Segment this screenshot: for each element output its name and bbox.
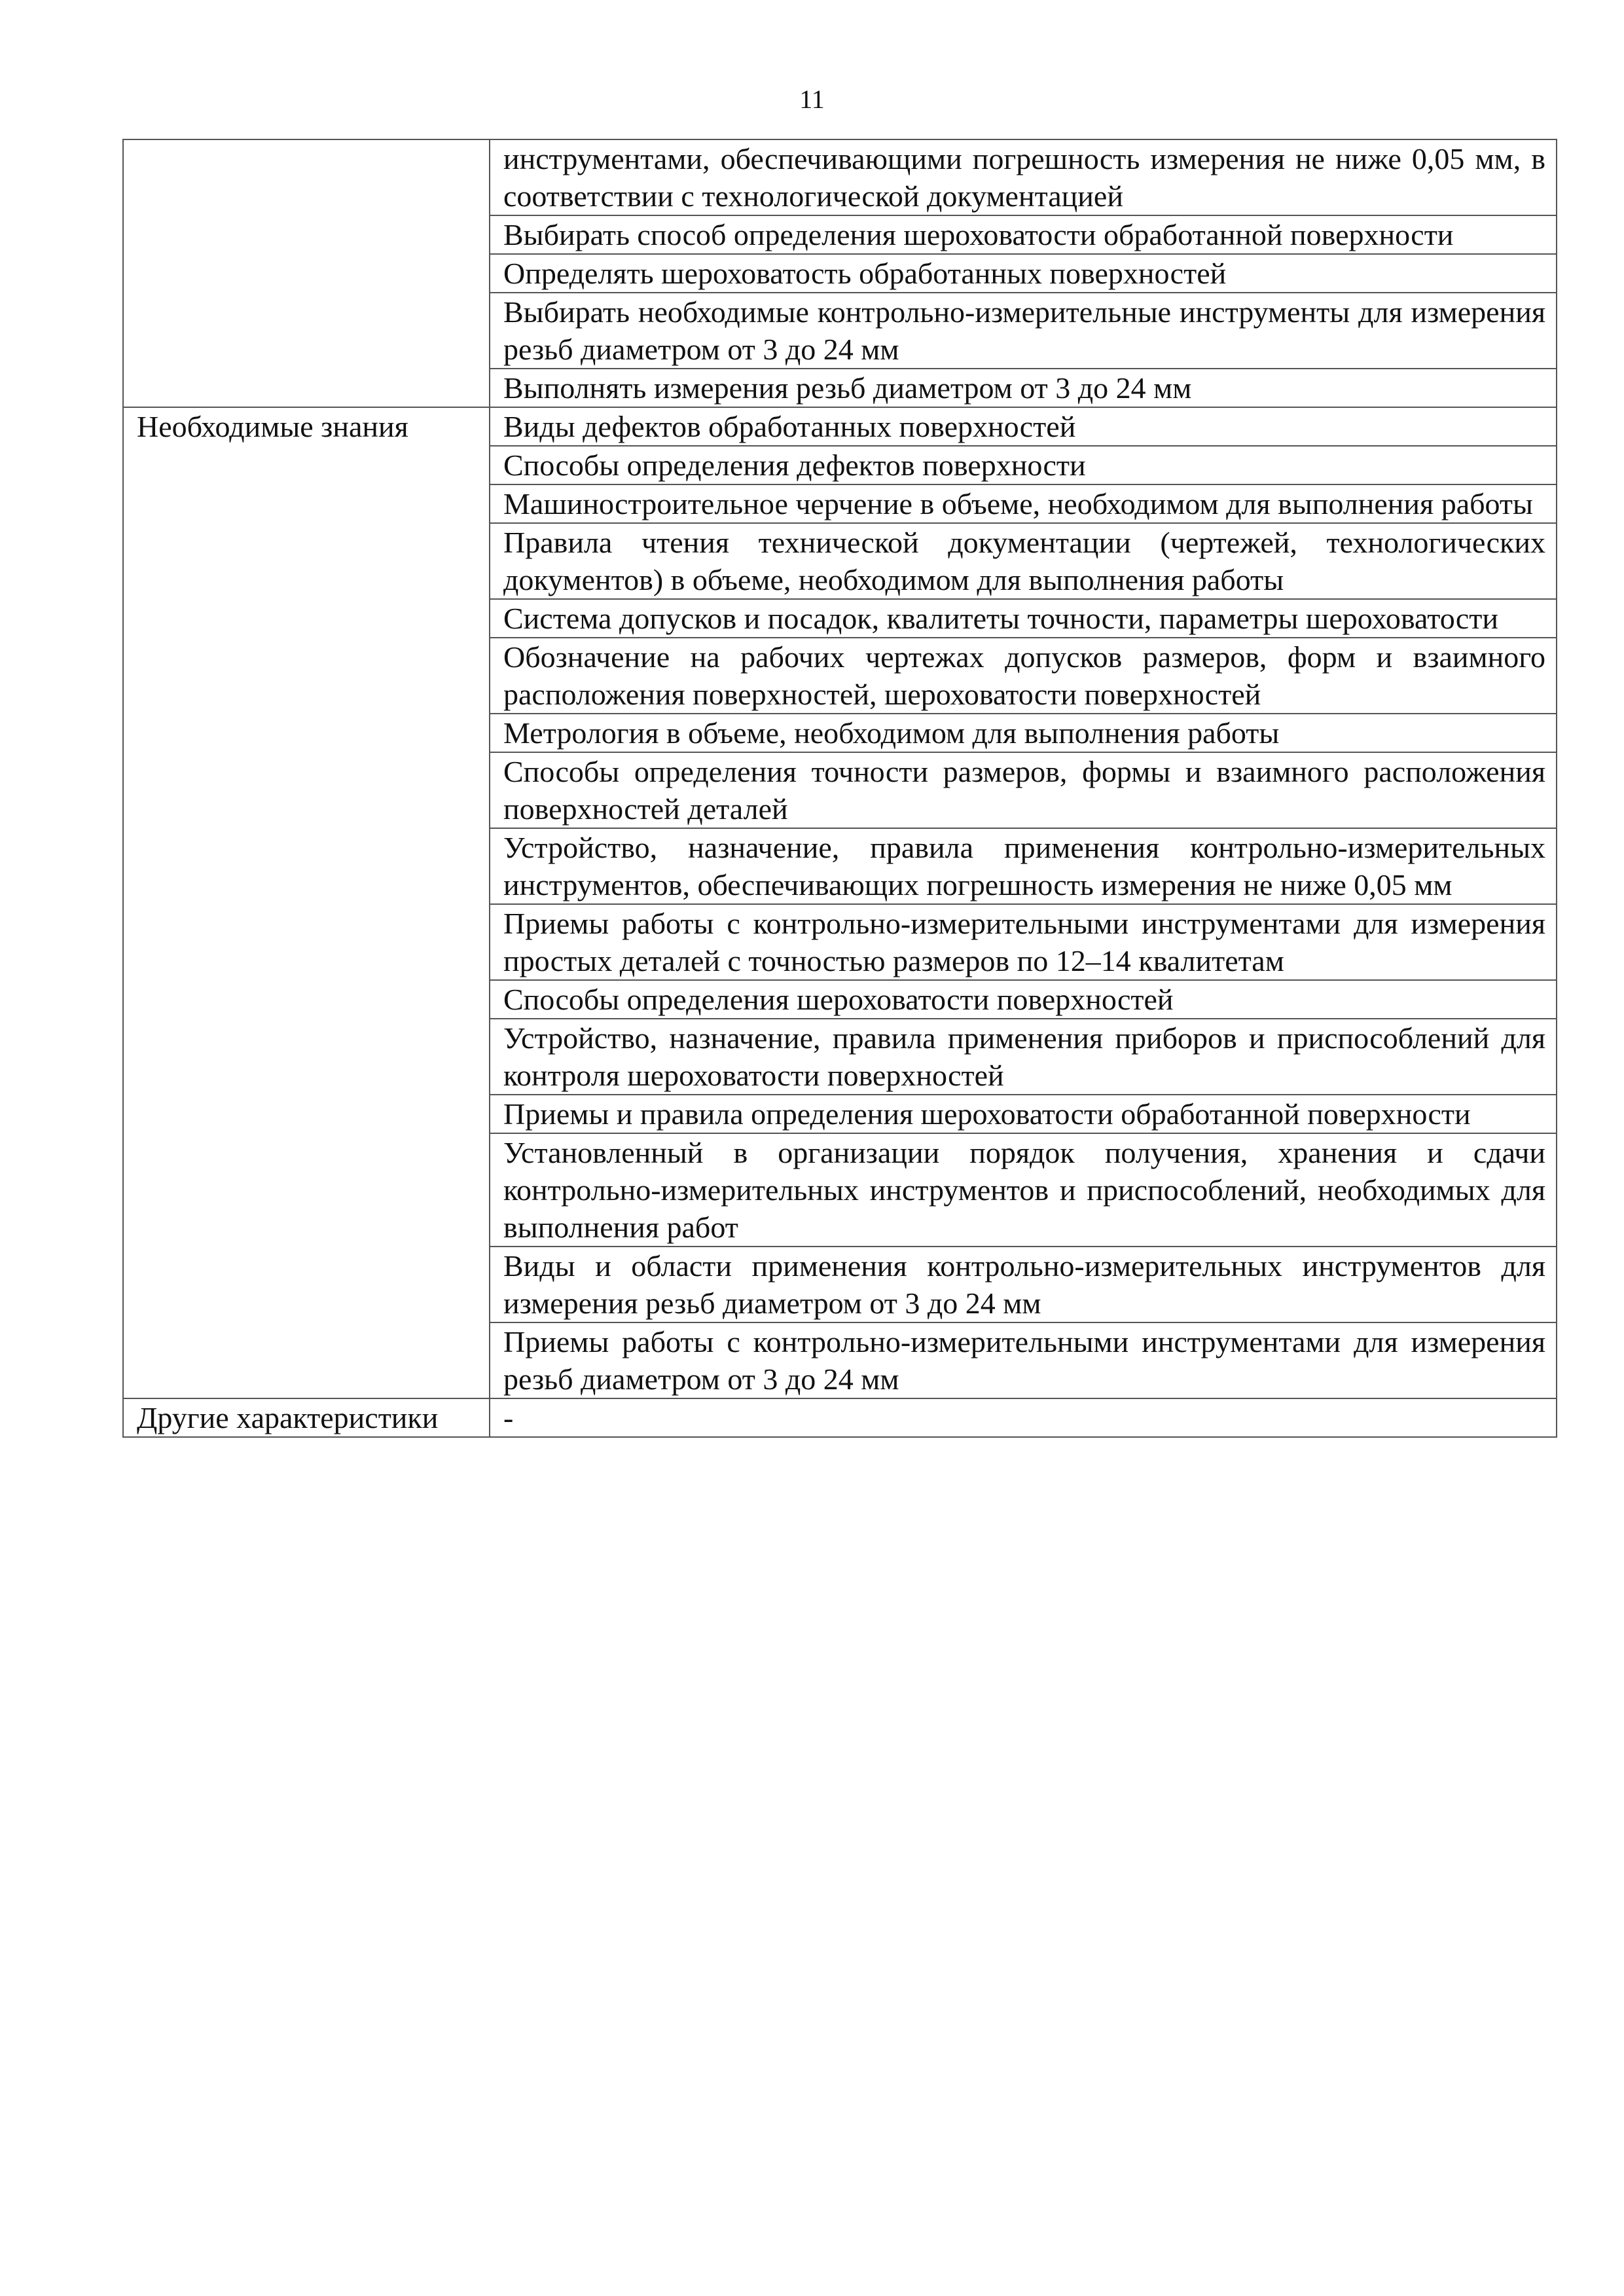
table-row	[123, 407, 1557, 446]
table-cell: Установленный в организации порядок получения, хранения и сдачи контрольно-измерительных инструментов и приспособлений, необходимых для выполнения работ	[490, 1133, 1557, 1247]
table-cell: -	[490, 1398, 1557, 1437]
table-cell: Метрология в объеме, необходимом для выполнения работы	[490, 714, 1557, 752]
table-cell: Способы определения шероховатости поверхностей	[490, 980, 1557, 1019]
row-label-other-characteristics: Другие характеристики	[123, 1398, 490, 1437]
row-label-skills-continued	[123, 139, 490, 407]
table-cell: Приемы и правила определения шероховатости обработанной поверхности	[490, 1095, 1557, 1133]
table-cell: Выбирать способ определения шероховатости обработанной поверхности	[490, 215, 1557, 254]
table-cell: Приемы работы с контрольно-измерительными инструментами для измерения резьб диаметром от 3 до 24 мм	[490, 1322, 1557, 1398]
table-cell: Способы определения точности размеров, формы и взаимного расположения поверхностей деталей	[490, 752, 1557, 828]
requirements-table	[122, 139, 1557, 1438]
table-cell: Правила чтения технической документации (чертежей, технологических документов) в объеме, необходимом для выполнения работы	[490, 523, 1557, 599]
table-cell: Обозначение на рабочих чертежах допусков размеров, форм и взаимного расположения поверхностей, шероховатости поверхностей	[490, 638, 1557, 714]
table-cell: инструментами, обеспечивающими погрешность измерения не ниже 0,05 мм, в соответствии с технологической документацией	[490, 139, 1557, 215]
table-cell: Устройство, назначение, правила применения контрольно-измерительных инструментов, обеспечивающих погрешность измерения не ниже 0,05 мм	[490, 828, 1557, 904]
table-cell: Выполнять измерения резьб диаметром от 3 до 24 мм	[490, 369, 1557, 407]
table-cell: Выбирать необходимые контрольно-измерительные инструменты для измерения резьб диаметром от 3 до 24 мм	[490, 293, 1557, 369]
table-cell: Способы определения дефектов поверхности	[490, 446, 1557, 484]
row-label-required-knowledge: Необходимые знания	[123, 407, 490, 1398]
table-row	[123, 1398, 1557, 1437]
table-cell: Виды дефектов обработанных поверхностей	[490, 407, 1557, 446]
table-cell: Определять шероховатость обработанных поверхностей	[490, 254, 1557, 293]
page-number: 11	[799, 84, 825, 114]
table-cell: Виды и области применения контрольно-измерительных инструментов для измерения резьб диаметром от 3 до 24 мм	[490, 1247, 1557, 1322]
table-cell: Система допусков и посадок, квалитеты точности, параметры шероховатости	[490, 599, 1557, 638]
table-cell: Устройство, назначение, правила применения приборов и приспособлений для контроля шероховатости поверхностей	[490, 1019, 1557, 1095]
table-cell: Приемы работы с контрольно-измерительными инструментами для измерения простых деталей с точностью размеров по 12–14 квалитетам	[490, 904, 1557, 980]
table-row	[123, 139, 1557, 215]
table-cell: Машиностроительное черчение в объеме, необходимом для выполнения работы	[490, 484, 1557, 523]
